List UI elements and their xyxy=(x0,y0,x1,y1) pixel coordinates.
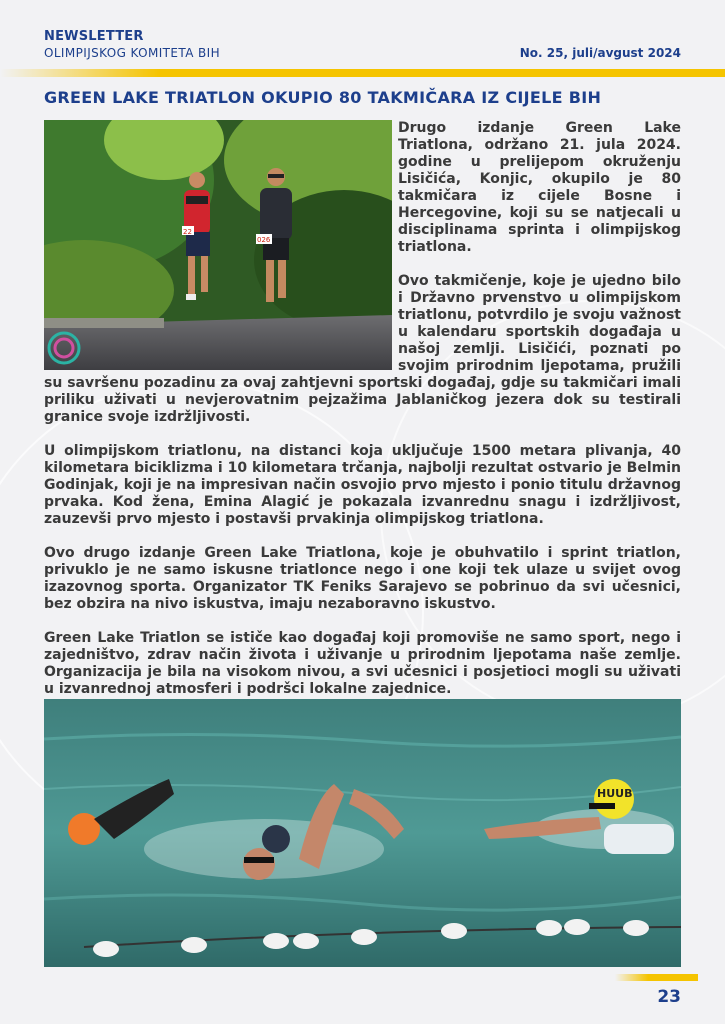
swim-cap-text: HUUB xyxy=(597,787,633,800)
article-body xyxy=(44,120,681,715)
article-paragraph: Ovo drugo izdanje Green Lake Triatlona, koje je obuhvatilo i sprint triatlon, privuklo je ne samo iskusne triatlonce nego i one koji tek ulaze u svijet ovog izazovnog sporta. Organizator TK Feniks Sarajevo se pobrinuo da svi učesnici, bez obzira na nivo iskustva, imaju nezaboravno iskustvo. xyxy=(44,545,681,612)
article-paragraph: U olimpijskom triatlonu, na distanci koja uključuje 1500 metara plivanja, 40 kilometara biciklizma i 10 kilometara trčanja, najbolji rezultat ostvario je Belmin Godinjak, koji je na impresivan način osvojio prvo mjesto i ponio titulu državnog prvaka. Kod žena, Emina Alagić je pokazala izvanrednu snagu i izdržljivost, zauzevši prvo mjesto i postavši prvakinja olimpijskog triatlona. xyxy=(44,443,681,527)
page-number: 23 xyxy=(657,987,681,1007)
newsletter-header xyxy=(44,29,681,69)
article-paragraph: Drugo izdanje Green Lake Triatlona, održano 21. jula 2024. godine u prelijepom okruženju Lisičića, Konjic, okupilo je 80 takmičara iz cijele Bosne i Hercegovine, koji su se natjecali u disciplinama sprinta i olimpijskog triatlona. xyxy=(398,120,681,255)
runner-bib-number: 22 xyxy=(183,228,192,236)
issue-label: No. 25, juli/avgust 2024 xyxy=(519,46,681,60)
swimmers-photo xyxy=(44,699,681,967)
article-paragraph: Green Lake Triatlon se ističe kao događaj koji promoviše ne samo sport, nego i zajedništvo, zdrav način života i uživanje u prirodnim ljepotama naše zemlje. Organizacija je bila na visokom nivou, a svi učesnici i posjetioci mogli su uživati u izvanrednoj atmosferi i podršci lokalne zajednice. xyxy=(44,630,681,697)
newsletter-subtitle: OLIMPIJSKOG KOMITETA BIH xyxy=(44,46,221,60)
article-headline: GREEN LAKE TRIATLON OKUPIO 80 TAKMIČARA IZ CIJELE BIH xyxy=(44,88,602,107)
newsletter-title: NEWSLETTER xyxy=(44,29,144,44)
header-accent-bar xyxy=(0,69,725,77)
runner-bib-number: 026 xyxy=(257,236,271,244)
footer-accent-bar xyxy=(615,974,698,981)
runners-photo xyxy=(44,120,392,370)
article-paragraph: Ovo takmičenje, koje je ujedno bilo i Državno prvenstvo u olimpijskom triatlonu, potvrdilo je svoju važnost u kalendaru sportskih događaja u našoj zemlji. Lisičići, poznati po svojim prirodnim ljepotama, pružili su savršenu pozadinu za ovaj zahtjevni sportski događaj, gdje su takmičari imali priliku uživati u nevjerovatnim pejzažima Jablaničkog jezera dok su testirali granice svoje izdržljivosti. xyxy=(44,273,681,425)
